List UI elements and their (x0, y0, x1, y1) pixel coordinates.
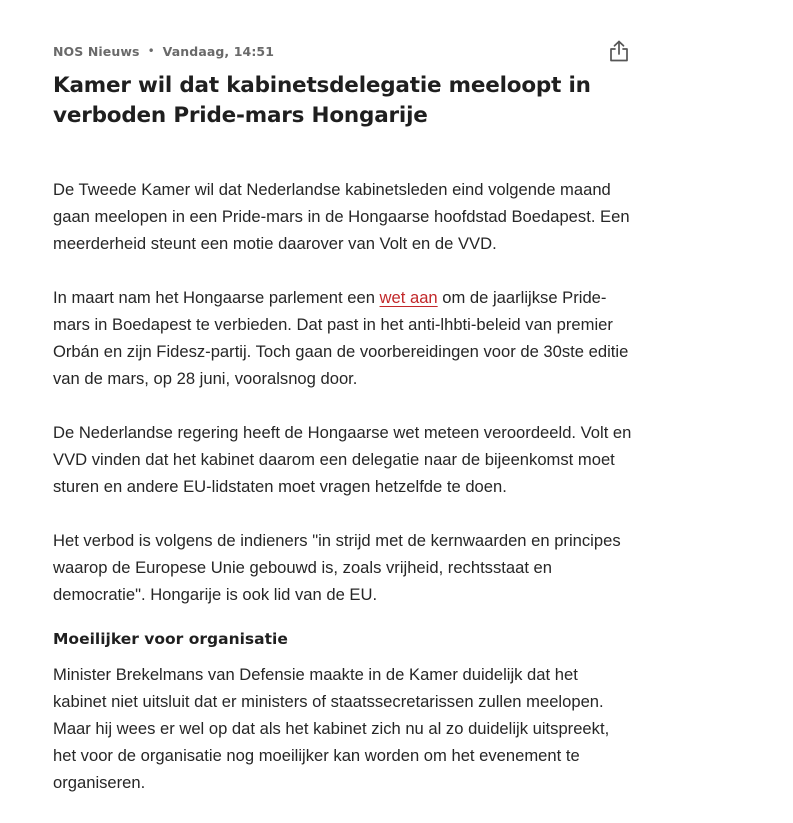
paragraph-4: Het verbod is volgens de indieners "in strijd met de kernwaarden en principes waarop de Europese Unie gebouwd is, zoals vrijheid, rechtsstaat en democratie". Hongarije is ook lid van de EU. (53, 531, 621, 604)
paragraph-2-text-before: In maart nam het Hongaarse parlement een (53, 288, 380, 307)
section-heading: Moeilijker voor organisatie (53, 630, 288, 648)
source-label[interactable]: NOS Nieuws (53, 43, 140, 59)
wet-aan-link[interactable]: wet aan (379, 288, 438, 307)
paragraph-3: De Nederlandse regering heeft de Hongaarse wet meteen veroordeeld. Volt en VVD vinden dat het kabinet daarom een delegatie naar de bijeenkomst moet sturen en andere EU-lidstaten moet vragen hetzelfde te doen. (53, 423, 632, 496)
paragraph-5: Minister Brekelmans van Defensie maakte in de Kamer duidelijk dat het kabinet niet uitsluit dat er ministers of staatssecretarissen zullen meelopen. Maar hij wees er wel op dat als het kabinet zich nu al zo duidelijk uitspreekt, het voor de organisatie nog moeilijker kan worden om het evenement te organiseren. (53, 665, 610, 792)
article-body (53, 176, 633, 796)
paragraph-2 (53, 284, 633, 392)
share-button[interactable] (607, 39, 631, 63)
meta-separator: • (147, 44, 155, 58)
article-meta (53, 38, 633, 64)
paragraph-2-text-after: om de jaarlijkse Pride-mars in Boedapest te verbieden. Dat past in het anti-lhbti-beleid van premier Orbán en zijn Fidesz-partij. Toch gaan de voorbereidingen voor de 30ste editie van de mars, op 28 juni, vooralsnog door. (53, 288, 629, 388)
article-title: Kamer wil dat kabinetsdelegatie meeloopt in verboden Pride-mars Hongarije (53, 73, 591, 128)
timestamp: Vandaag, 14:51 (162, 43, 275, 59)
paragraph-1: De Tweede Kamer wil dat Nederlandse kabinetsleden eind volgende maand gaan meelopen in een Pride-mars in de Hongaarse hoofdstad Boedapest. Een meerderheid steunt een motie daarover van Volt en de VVD. (53, 180, 630, 253)
article (53, 38, 633, 823)
share-icon (607, 39, 631, 63)
